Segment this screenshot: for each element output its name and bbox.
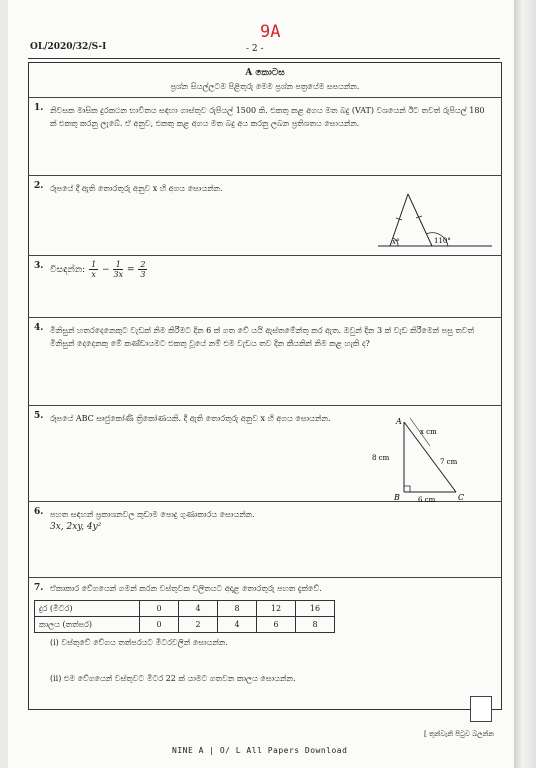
- fraction: $\frac{1}{3x}$: [113, 260, 124, 279]
- question-2: [28, 176, 502, 256]
- question-number: 6.: [34, 507, 44, 517]
- section-instruction: ප්‍රශ්න සියල්ලටම පිළිතුරු මෙම ප්‍රශ්න පත්‍රයේම සපයන්න.: [170, 82, 360, 91]
- question-4: [28, 318, 502, 406]
- table-cell: 6: [257, 617, 296, 633]
- angle-ext-label: 110°: [434, 237, 451, 245]
- question-7: [28, 578, 502, 710]
- question-1: [28, 98, 502, 176]
- table-cell: 0: [140, 601, 179, 617]
- vertex-c-label: C: [458, 493, 465, 502]
- equation-line: [50, 260, 490, 279]
- question-number: 5.: [34, 411, 44, 421]
- question-text: ඒකාකාර වේගයෙන් ගමන් කරන වස්තුවක චලිතයට අදාළ තොරතුරු පහත දැක්වේ.: [50, 584, 322, 593]
- minus-sign: −: [102, 265, 110, 275]
- sub-question-ii: (ii) එම වේගයෙන් වස්තුවට මීටර 22 ක් යාමට ගතවන කාලය සොයන්න.: [50, 674, 296, 683]
- turn-page-note: [ තුන්වැනි පිටුව බලන්න: [424, 730, 494, 738]
- fraction: $\frac{2}{3}$: [140, 260, 146, 279]
- question-text: රූපයේ දී ඇති තොරතුරු අනුව x හි අගය සොයන්න.: [50, 184, 223, 193]
- table-cell: 12: [257, 601, 296, 617]
- question-text: රූපයේ ABC සෘජුකෝණී ත්‍රිකෝණයකි. දී ඇති තොරතුරු අනුව x හි අගය සොයන්න.: [50, 414, 331, 423]
- table-cell: 4: [179, 601, 218, 617]
- table-cell: 0: [140, 617, 179, 633]
- side-ac-label: 7 cm: [440, 458, 458, 466]
- question-text: නිවසක මාසික දුරකථන භාවිතය සඳහා ගාස්තුව රුපියල් 1500 කි. එකතු කළ අගය මත බදු (VAT) වශයෙන් ඊට තවත් රුපියල් 180 ක් එකතු කරනු ලැබේ. ඒ අනුව, එකතු කළ අගය මත බදු අය කරනු ලබන ප්‍රතිශතය සොයන්න.: [50, 106, 485, 128]
- header-rule: [28, 58, 500, 59]
- table-cell: 16: [296, 601, 335, 617]
- right-triangle-figure: [372, 414, 492, 502]
- scan-edge-shadow: [514, 0, 536, 768]
- lcm-terms: 3x, 2xy, 4y²: [50, 522, 102, 532]
- marks-box: [470, 696, 492, 722]
- equals-sign: =: [126, 265, 135, 275]
- table-cell: 4: [218, 617, 257, 633]
- fraction: $\frac{1}{x}$: [91, 260, 97, 279]
- question-number: 3.: [34, 261, 44, 271]
- question-text: විසඳන්න:: [50, 265, 86, 275]
- right-angle-mark: [404, 486, 410, 492]
- question-6: [28, 502, 502, 578]
- question-number: 2.: [34, 181, 44, 191]
- side-bc-label: 6 cm: [418, 496, 436, 502]
- question-number: 1.: [34, 103, 44, 113]
- row-label: දුර (මීටර): [35, 601, 140, 617]
- page-number: - 2 -: [246, 44, 264, 54]
- footer-watermark: NINE A | O/ L All Papers Download: [172, 746, 348, 755]
- question-5: [28, 406, 502, 502]
- triangle-figure: [376, 188, 496, 250]
- vertex-b-label: B: [394, 493, 400, 502]
- red-stamp-label: 9A: [260, 22, 281, 42]
- vertex-a-label: A: [396, 417, 402, 426]
- sub-question-i: (i) වස්තුවේ වේගය තත්පරයට මීටරවලින් සොයන්න.: [50, 638, 228, 647]
- paper-code: OL/2020/32/S-I: [30, 42, 107, 52]
- section-header: [28, 62, 502, 98]
- question-number: 4.: [34, 323, 44, 333]
- table-cell: 2: [179, 617, 218, 633]
- triangle-right-side: [408, 194, 432, 246]
- distance-time-table: [34, 600, 335, 633]
- table-row: [35, 601, 335, 617]
- table-cell: 8: [218, 601, 257, 617]
- side-x-label: x cm: [420, 428, 437, 436]
- question-3: [28, 256, 502, 318]
- section-title: A කොටස: [245, 68, 285, 78]
- question-number: 7.: [34, 583, 44, 593]
- table-row: [35, 617, 335, 633]
- question-text: මිනිසුන් හතරදෙනෙකුට වැඩක් නිම කිරීමට දින 6 ක් ගත වේ යයි ඇස්තමේන්තු කර ඇත. ඔවුන් දින 3 ක් වැඩ කිරීමෙන් පසු තවත් මිනිසුන් දෙදෙනකු මේ කණ්ඩායමට එකතු වූයේ නම් එම වැඩය තව දින කීයකින් නිම කළ හැකි ද?: [50, 326, 475, 348]
- row-label: කාලය (තත්පර): [35, 617, 140, 633]
- table-cell: 8: [296, 617, 335, 633]
- angle-x-label: x°: [392, 238, 400, 246]
- side-ab-label: 8 cm: [372, 454, 390, 462]
- question-text: පහත සඳහන් ප්‍රකාශනවල කුඩාම පොදු ගුණාකාරය සොයන්න.: [50, 510, 255, 519]
